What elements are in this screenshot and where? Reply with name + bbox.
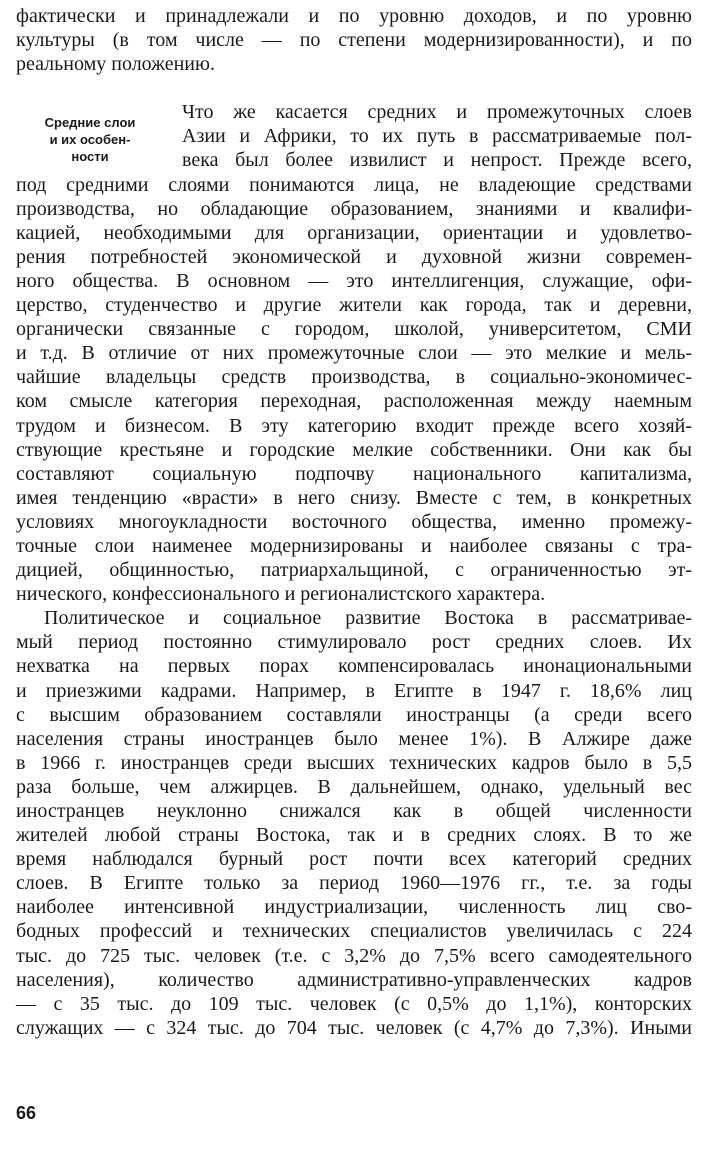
text-line: населения страны иностранцев было менее 1%). В Алжире даже xyxy=(16,727,692,750)
text-line: и приезжими кадрами. Например, в Египте в 1947 г. 18,6% лиц xyxy=(16,679,692,702)
text-line: служащих — с 324 тыс. до 704 тыс. человек (с 4,7% до 7,3%). Иными xyxy=(16,1016,692,1039)
text-line: раза больше, чем алжирцев. В дальнейшем, однако, удельный вес xyxy=(16,775,692,798)
text-line: чайшие владельцы средств производства, в социально-экономичес- xyxy=(16,366,692,389)
text-line: ного общества. В основном — это интеллигенция, служащие, офи- xyxy=(16,269,692,292)
text-line: дицией, общинностью, патриархальщиной, с ограниченностью эт- xyxy=(16,559,692,582)
text-line: условиях многоукладности восточного общества, именно промежу- xyxy=(16,510,692,533)
text-line: жителей любой страны Востока, так и в средних слоях. В то же xyxy=(16,824,692,847)
text-line: нического, конфессионального и регионалистского характера. xyxy=(16,583,546,606)
paragraph-gap xyxy=(16,76,692,100)
text-line: тыс. до 725 тыс. человек (т.е. с 3,2% до 7,5% всего самодеятельного xyxy=(16,944,692,967)
text-line: под средними слоями понимаются лица, не владеющие средствами xyxy=(16,173,692,196)
text-line: нехватка на первых порах компенсировалась инонациональными xyxy=(16,655,692,678)
text-line: бодных профессий и технических специалистов увеличилась с 224 xyxy=(16,920,692,943)
margin-note-line: ности xyxy=(71,149,109,165)
text-line: — с 35 тыс. до 109 тыс. человек (с 0,5% до 1,1%), конторских xyxy=(16,992,692,1015)
page-number: 66 xyxy=(16,1103,37,1123)
text-line: имея тенденцию «врасти» в него снизу. Вместе с тем, в конкретных xyxy=(16,486,692,509)
text-line: точные слои наименее модернизированы и наиболее связаны с тра- xyxy=(16,534,692,557)
text-line: Что же касается средних и промежуточных слоев xyxy=(182,101,692,124)
text-line: слоев. В Египте только за период 1960—1976 гг., т.е. за годы xyxy=(16,872,692,895)
margin-note-line: и их особен- xyxy=(49,132,131,148)
text-line: века был более извилист и непрост. Прежде всего, xyxy=(182,149,692,172)
text-line: в 1966 г. иностранцев среди высших технических кадров было в 5,5 xyxy=(16,751,692,774)
text-line: производства, но обладающие образованием, знаниями и квалифи- xyxy=(16,197,692,220)
text-line: время наблюдался бурный рост почти всех категорий средних xyxy=(16,848,692,871)
text-line: ствующие крестьяне и городские мелкие собственники. Они как бы xyxy=(16,438,692,461)
paragraph-political-development xyxy=(16,606,692,1040)
page-body xyxy=(16,4,692,1040)
text-line: Политическое и социальное развитие Востока в рассматривае- xyxy=(44,607,692,630)
text-line: наиболее интенсивной индустриализации, численность лиц сво- xyxy=(16,896,692,919)
text-line: с высшим образованием составляли иностранцы (а среди всего xyxy=(16,703,692,726)
paragraph-middle-strata xyxy=(16,100,692,606)
text-line: кацией, необходимыми для организации, ориентации и удовлетво- xyxy=(16,221,692,244)
text-line: культуры (в том числе — по степени модернизированности), и по xyxy=(16,29,692,52)
text-line: мый период постоянно стимулировало рост средних слоев. Их xyxy=(16,631,692,654)
text-line: и т.д. В отличие от них промежуточные слои — это мелкие и мель- xyxy=(16,342,692,365)
text-line: ком смысле категория переходная, расположенная между наемным xyxy=(16,390,692,413)
text-line: церство, студенчество и другие жители как города, так и деревни, xyxy=(16,294,692,317)
text-line: органически связанные с городом, школой, университетом, СМИ xyxy=(16,318,692,341)
text-line: населения), количество административно-управленческих кадров xyxy=(16,968,692,991)
text-line: Азии и Африки, то их путь в рассматриваемые пол- xyxy=(182,125,692,148)
text-line: рения потребностей экономической и духовной жизни современ- xyxy=(16,245,692,268)
text-line: составляют социальную подпочву национального капитализма, xyxy=(16,462,692,485)
margin-note-line: Средние слои xyxy=(44,115,136,131)
text-line: иностранцев неуклонно снижался как в общей численности xyxy=(16,800,692,822)
text-line: фактически и принадлежали и по уровню доходов, и по уровню xyxy=(16,5,692,27)
text-line: реальному положению. xyxy=(16,53,215,76)
margin-note xyxy=(16,114,164,165)
text-line: трудом и бизнесом. В эту категорию входит прежде всего хозяй- xyxy=(16,414,692,437)
paragraph-top xyxy=(16,4,692,76)
